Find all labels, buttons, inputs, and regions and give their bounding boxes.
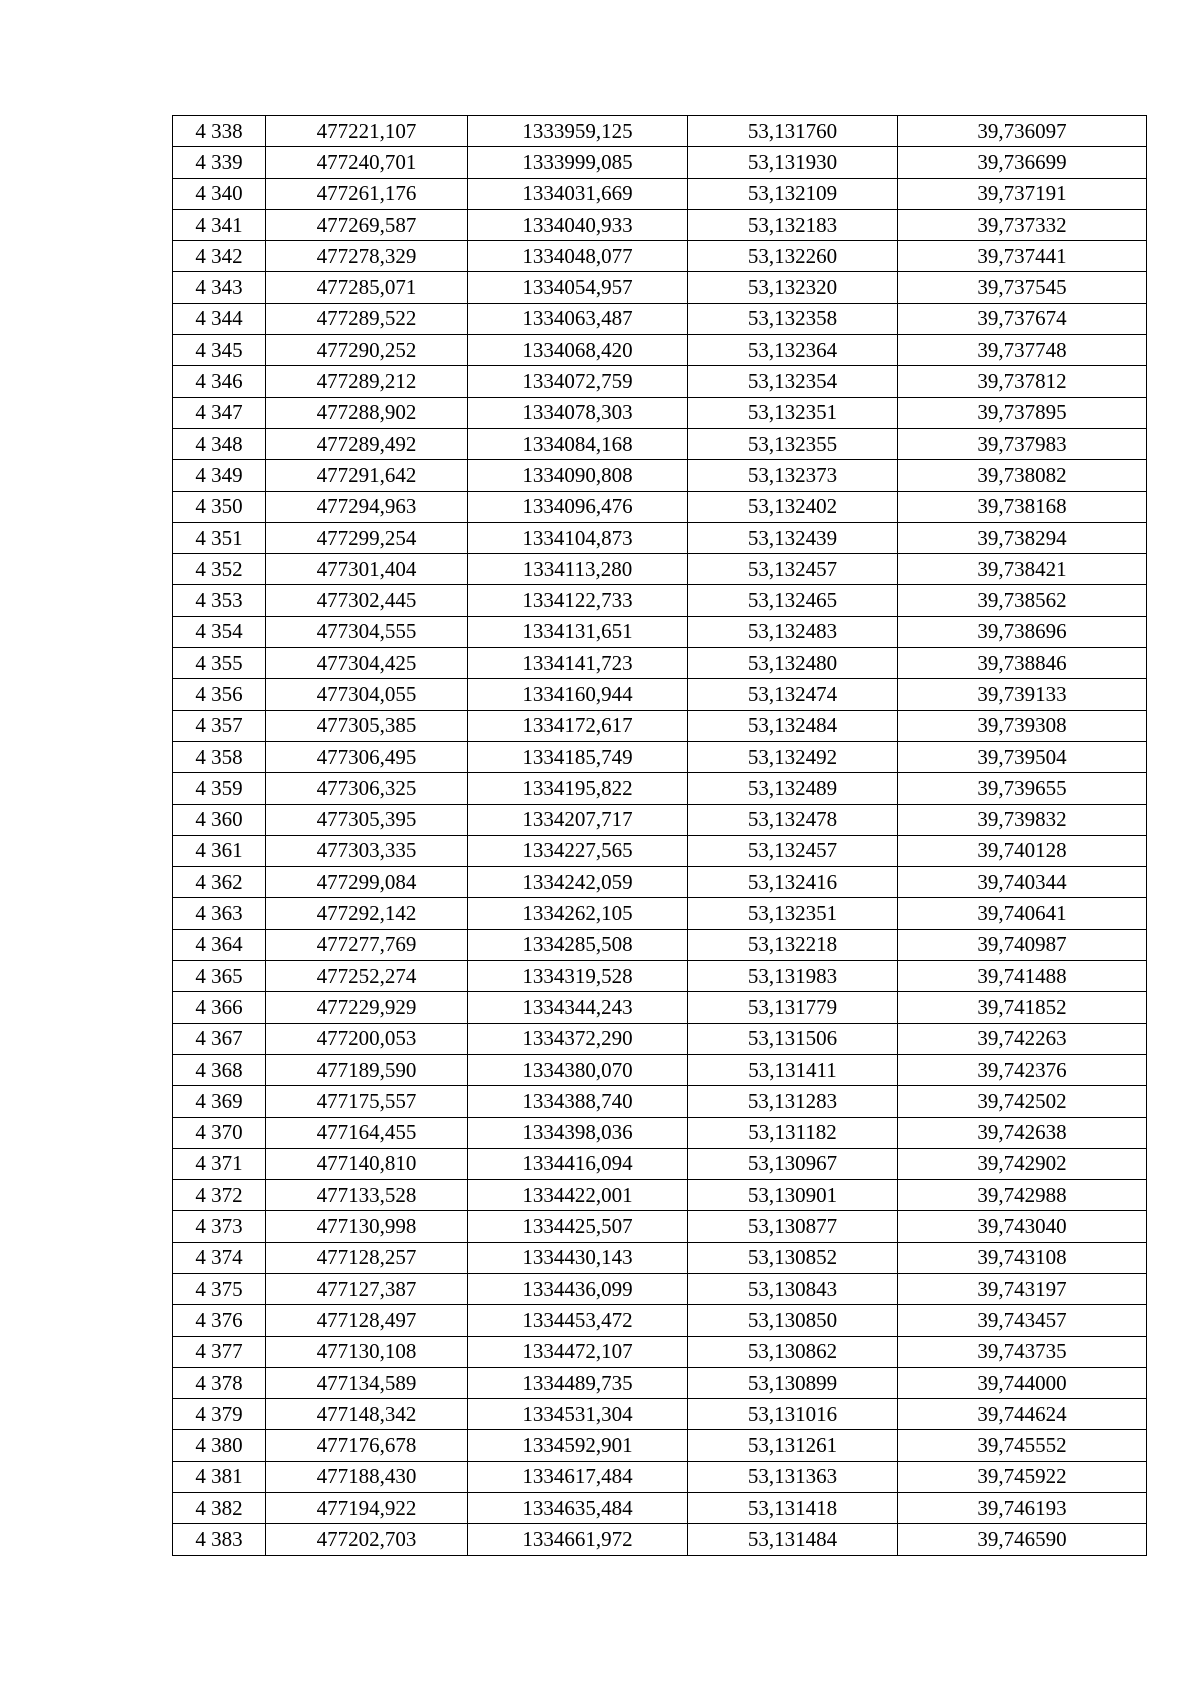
point-number-cell: 4 348 bbox=[173, 428, 266, 459]
x-coordinate-cell: 477148,342 bbox=[266, 1399, 468, 1430]
x-coordinate-cell: 477133,528 bbox=[266, 1180, 468, 1211]
point-number-cell: 4 369 bbox=[173, 1086, 266, 1117]
y-coordinate-cell: 1334489,735 bbox=[468, 1367, 688, 1398]
longitude-cell: 39,739504 bbox=[898, 741, 1147, 772]
point-number-cell: 4 377 bbox=[173, 1336, 266, 1367]
table-row bbox=[173, 1430, 1147, 1461]
latitude-cell: 53,132373 bbox=[688, 460, 898, 491]
x-coordinate-cell: 477277,769 bbox=[266, 929, 468, 960]
latitude-cell: 53,132260 bbox=[688, 241, 898, 272]
x-coordinate-cell: 477303,335 bbox=[266, 835, 468, 866]
longitude-cell: 39,737191 bbox=[898, 178, 1147, 209]
table-row bbox=[173, 1399, 1147, 1430]
y-coordinate-cell: 1334185,749 bbox=[468, 741, 688, 772]
y-coordinate-cell: 1334068,420 bbox=[468, 335, 688, 366]
x-coordinate-cell: 477127,387 bbox=[266, 1273, 468, 1304]
latitude-cell: 53,130967 bbox=[688, 1148, 898, 1179]
point-number-cell: 4 360 bbox=[173, 804, 266, 835]
longitude-cell: 39,743108 bbox=[898, 1242, 1147, 1273]
y-coordinate-cell: 1334207,717 bbox=[468, 804, 688, 835]
x-coordinate-cell: 477240,701 bbox=[266, 147, 468, 178]
table-row bbox=[173, 898, 1147, 929]
x-coordinate-cell: 477221,107 bbox=[266, 116, 468, 147]
longitude-cell: 39,742376 bbox=[898, 1054, 1147, 1085]
y-coordinate-cell: 1334436,099 bbox=[468, 1273, 688, 1304]
latitude-cell: 53,132484 bbox=[688, 710, 898, 741]
y-coordinate-cell: 1334096,476 bbox=[468, 491, 688, 522]
table-row bbox=[173, 428, 1147, 459]
table-row bbox=[173, 648, 1147, 679]
point-number-cell: 4 365 bbox=[173, 961, 266, 992]
coordinates-table bbox=[172, 115, 1147, 1556]
latitude-cell: 53,132320 bbox=[688, 272, 898, 303]
table-row bbox=[173, 1305, 1147, 1336]
table-row bbox=[173, 1242, 1147, 1273]
latitude-cell: 53,131930 bbox=[688, 147, 898, 178]
point-number-cell: 4 350 bbox=[173, 491, 266, 522]
latitude-cell: 53,131983 bbox=[688, 961, 898, 992]
longitude-cell: 39,736699 bbox=[898, 147, 1147, 178]
point-number-cell: 4 341 bbox=[173, 209, 266, 240]
x-coordinate-cell: 477140,810 bbox=[266, 1148, 468, 1179]
x-coordinate-cell: 477301,404 bbox=[266, 554, 468, 585]
latitude-cell: 53,132183 bbox=[688, 209, 898, 240]
point-number-cell: 4 357 bbox=[173, 710, 266, 741]
table-row bbox=[173, 303, 1147, 334]
latitude-cell: 53,130862 bbox=[688, 1336, 898, 1367]
table-row bbox=[173, 554, 1147, 585]
table-row bbox=[173, 679, 1147, 710]
y-coordinate-cell: 1334635,484 bbox=[468, 1493, 688, 1524]
y-coordinate-cell: 1334048,077 bbox=[468, 241, 688, 272]
latitude-cell: 53,131418 bbox=[688, 1493, 898, 1524]
table-row bbox=[173, 522, 1147, 553]
point-number-cell: 4 347 bbox=[173, 397, 266, 428]
x-coordinate-cell: 477289,212 bbox=[266, 366, 468, 397]
latitude-cell: 53,130877 bbox=[688, 1211, 898, 1242]
x-coordinate-cell: 477261,176 bbox=[266, 178, 468, 209]
latitude-cell: 53,132218 bbox=[688, 929, 898, 960]
y-coordinate-cell: 1334425,507 bbox=[468, 1211, 688, 1242]
longitude-cell: 39,738421 bbox=[898, 554, 1147, 585]
latitude-cell: 53,132457 bbox=[688, 554, 898, 585]
x-coordinate-cell: 477291,642 bbox=[266, 460, 468, 491]
longitude-cell: 39,743735 bbox=[898, 1336, 1147, 1367]
longitude-cell: 39,745552 bbox=[898, 1430, 1147, 1461]
longitude-cell: 39,742638 bbox=[898, 1117, 1147, 1148]
point-number-cell: 4 366 bbox=[173, 992, 266, 1023]
latitude-cell: 53,130843 bbox=[688, 1273, 898, 1304]
point-number-cell: 4 368 bbox=[173, 1054, 266, 1085]
longitude-cell: 39,739133 bbox=[898, 679, 1147, 710]
x-coordinate-cell: 477278,329 bbox=[266, 241, 468, 272]
y-coordinate-cell: 1334422,001 bbox=[468, 1180, 688, 1211]
point-number-cell: 4 339 bbox=[173, 147, 266, 178]
latitude-cell: 53,132354 bbox=[688, 366, 898, 397]
latitude-cell: 53,130899 bbox=[688, 1367, 898, 1398]
longitude-cell: 39,739308 bbox=[898, 710, 1147, 741]
longitude-cell: 39,739832 bbox=[898, 804, 1147, 835]
x-coordinate-cell: 477288,902 bbox=[266, 397, 468, 428]
y-coordinate-cell: 1334104,873 bbox=[468, 522, 688, 553]
x-coordinate-cell: 477292,142 bbox=[266, 898, 468, 929]
longitude-cell: 39,737441 bbox=[898, 241, 1147, 272]
x-coordinate-cell: 477306,325 bbox=[266, 773, 468, 804]
point-number-cell: 4 351 bbox=[173, 522, 266, 553]
longitude-cell: 39,746590 bbox=[898, 1524, 1147, 1555]
longitude-cell: 39,740641 bbox=[898, 898, 1147, 929]
y-coordinate-cell: 1334122,733 bbox=[468, 585, 688, 616]
longitude-cell: 39,738294 bbox=[898, 522, 1147, 553]
y-coordinate-cell: 1334344,243 bbox=[468, 992, 688, 1023]
point-number-cell: 4 378 bbox=[173, 1367, 266, 1398]
table-row bbox=[173, 710, 1147, 741]
longitude-cell: 39,737983 bbox=[898, 428, 1147, 459]
y-coordinate-cell: 1334031,669 bbox=[468, 178, 688, 209]
y-coordinate-cell: 1334453,472 bbox=[468, 1305, 688, 1336]
y-coordinate-cell: 1334040,933 bbox=[468, 209, 688, 240]
y-coordinate-cell: 1334661,972 bbox=[468, 1524, 688, 1555]
point-number-cell: 4 375 bbox=[173, 1273, 266, 1304]
point-number-cell: 4 354 bbox=[173, 616, 266, 647]
x-coordinate-cell: 477202,703 bbox=[266, 1524, 468, 1555]
y-coordinate-cell: 1334063,487 bbox=[468, 303, 688, 334]
point-number-cell: 4 376 bbox=[173, 1305, 266, 1336]
point-number-cell: 4 356 bbox=[173, 679, 266, 710]
longitude-cell: 39,736097 bbox=[898, 116, 1147, 147]
point-number-cell: 4 340 bbox=[173, 178, 266, 209]
table-row bbox=[173, 616, 1147, 647]
latitude-cell: 53,132465 bbox=[688, 585, 898, 616]
x-coordinate-cell: 477294,963 bbox=[266, 491, 468, 522]
x-coordinate-cell: 477164,455 bbox=[266, 1117, 468, 1148]
longitude-cell: 39,743040 bbox=[898, 1211, 1147, 1242]
longitude-cell: 39,743197 bbox=[898, 1273, 1147, 1304]
point-number-cell: 4 343 bbox=[173, 272, 266, 303]
latitude-cell: 53,132474 bbox=[688, 679, 898, 710]
y-coordinate-cell: 1334398,036 bbox=[468, 1117, 688, 1148]
table-row bbox=[173, 272, 1147, 303]
x-coordinate-cell: 477229,929 bbox=[266, 992, 468, 1023]
latitude-cell: 53,131779 bbox=[688, 992, 898, 1023]
table-row bbox=[173, 1117, 1147, 1148]
x-coordinate-cell: 477299,254 bbox=[266, 522, 468, 553]
longitude-cell: 39,737674 bbox=[898, 303, 1147, 334]
point-number-cell: 4 367 bbox=[173, 1023, 266, 1054]
point-number-cell: 4 349 bbox=[173, 460, 266, 491]
table-row bbox=[173, 1054, 1147, 1085]
point-number-cell: 4 380 bbox=[173, 1430, 266, 1461]
x-coordinate-cell: 477200,053 bbox=[266, 1023, 468, 1054]
longitude-cell: 39,738696 bbox=[898, 616, 1147, 647]
table-row bbox=[173, 961, 1147, 992]
x-coordinate-cell: 477175,557 bbox=[266, 1086, 468, 1117]
x-coordinate-cell: 477302,445 bbox=[266, 585, 468, 616]
y-coordinate-cell: 1334372,290 bbox=[468, 1023, 688, 1054]
latitude-cell: 53,130850 bbox=[688, 1305, 898, 1336]
longitude-cell: 39,742263 bbox=[898, 1023, 1147, 1054]
y-coordinate-cell: 1334072,759 bbox=[468, 366, 688, 397]
latitude-cell: 53,132358 bbox=[688, 303, 898, 334]
x-coordinate-cell: 477269,587 bbox=[266, 209, 468, 240]
y-coordinate-cell: 1334430,143 bbox=[468, 1242, 688, 1273]
table-row bbox=[173, 1493, 1147, 1524]
y-coordinate-cell: 1334416,094 bbox=[468, 1148, 688, 1179]
longitude-cell: 39,746193 bbox=[898, 1493, 1147, 1524]
latitude-cell: 53,132483 bbox=[688, 616, 898, 647]
point-number-cell: 4 358 bbox=[173, 741, 266, 772]
table-row bbox=[173, 835, 1147, 866]
table-row bbox=[173, 335, 1147, 366]
longitude-cell: 39,741488 bbox=[898, 961, 1147, 992]
longitude-cell: 39,737332 bbox=[898, 209, 1147, 240]
x-coordinate-cell: 477304,555 bbox=[266, 616, 468, 647]
latitude-cell: 53,132478 bbox=[688, 804, 898, 835]
longitude-cell: 39,741852 bbox=[898, 992, 1147, 1023]
latitude-cell: 53,131484 bbox=[688, 1524, 898, 1555]
y-coordinate-cell: 1334592,901 bbox=[468, 1430, 688, 1461]
point-number-cell: 4 361 bbox=[173, 835, 266, 866]
latitude-cell: 53,131760 bbox=[688, 116, 898, 147]
longitude-cell: 39,740987 bbox=[898, 929, 1147, 960]
table-row bbox=[173, 741, 1147, 772]
latitude-cell: 53,131283 bbox=[688, 1086, 898, 1117]
y-coordinate-cell: 1334172,617 bbox=[468, 710, 688, 741]
table-row bbox=[173, 1180, 1147, 1211]
point-number-cell: 4 344 bbox=[173, 303, 266, 334]
table-row bbox=[173, 1367, 1147, 1398]
longitude-cell: 39,739655 bbox=[898, 773, 1147, 804]
latitude-cell: 53,131182 bbox=[688, 1117, 898, 1148]
point-number-cell: 4 359 bbox=[173, 773, 266, 804]
x-coordinate-cell: 477285,071 bbox=[266, 272, 468, 303]
latitude-cell: 53,132351 bbox=[688, 898, 898, 929]
y-coordinate-cell: 1334090,808 bbox=[468, 460, 688, 491]
point-number-cell: 4 382 bbox=[173, 1493, 266, 1524]
latitude-cell: 53,130852 bbox=[688, 1242, 898, 1273]
point-number-cell: 4 353 bbox=[173, 585, 266, 616]
table-row bbox=[173, 366, 1147, 397]
y-coordinate-cell: 1334262,105 bbox=[468, 898, 688, 929]
point-number-cell: 4 372 bbox=[173, 1180, 266, 1211]
longitude-cell: 39,738846 bbox=[898, 648, 1147, 679]
x-coordinate-cell: 477188,430 bbox=[266, 1461, 468, 1492]
latitude-cell: 53,132457 bbox=[688, 835, 898, 866]
table-row bbox=[173, 1524, 1147, 1555]
latitude-cell: 53,132351 bbox=[688, 397, 898, 428]
y-coordinate-cell: 1333959,125 bbox=[468, 116, 688, 147]
latitude-cell: 53,131506 bbox=[688, 1023, 898, 1054]
longitude-cell: 39,742902 bbox=[898, 1148, 1147, 1179]
table-row bbox=[173, 1148, 1147, 1179]
point-number-cell: 4 355 bbox=[173, 648, 266, 679]
latitude-cell: 53,132416 bbox=[688, 867, 898, 898]
y-coordinate-cell: 1334160,944 bbox=[468, 679, 688, 710]
y-coordinate-cell: 1334131,651 bbox=[468, 616, 688, 647]
table-row bbox=[173, 1461, 1147, 1492]
x-coordinate-cell: 477299,084 bbox=[266, 867, 468, 898]
table-row bbox=[173, 1211, 1147, 1242]
y-coordinate-cell: 1334617,484 bbox=[468, 1461, 688, 1492]
point-number-cell: 4 371 bbox=[173, 1148, 266, 1179]
latitude-cell: 53,132109 bbox=[688, 178, 898, 209]
x-coordinate-cell: 477306,495 bbox=[266, 741, 468, 772]
table-row bbox=[173, 178, 1147, 209]
table-row bbox=[173, 1086, 1147, 1117]
point-number-cell: 4 383 bbox=[173, 1524, 266, 1555]
y-coordinate-cell: 1333999,085 bbox=[468, 147, 688, 178]
longitude-cell: 39,737812 bbox=[898, 366, 1147, 397]
table-row bbox=[173, 585, 1147, 616]
y-coordinate-cell: 1334113,280 bbox=[468, 554, 688, 585]
longitude-cell: 39,742988 bbox=[898, 1180, 1147, 1211]
y-coordinate-cell: 1334380,070 bbox=[468, 1054, 688, 1085]
longitude-cell: 39,744624 bbox=[898, 1399, 1147, 1430]
x-coordinate-cell: 477130,998 bbox=[266, 1211, 468, 1242]
latitude-cell: 53,131016 bbox=[688, 1399, 898, 1430]
longitude-cell: 39,740344 bbox=[898, 867, 1147, 898]
y-coordinate-cell: 1334195,822 bbox=[468, 773, 688, 804]
longitude-cell: 39,745922 bbox=[898, 1461, 1147, 1492]
longitude-cell: 39,742502 bbox=[898, 1086, 1147, 1117]
latitude-cell: 53,130901 bbox=[688, 1180, 898, 1211]
point-number-cell: 4 381 bbox=[173, 1461, 266, 1492]
table-row bbox=[173, 116, 1147, 147]
x-coordinate-cell: 477289,522 bbox=[266, 303, 468, 334]
coordinates-table-body bbox=[173, 116, 1147, 1556]
table-row bbox=[173, 1023, 1147, 1054]
y-coordinate-cell: 1334084,168 bbox=[468, 428, 688, 459]
latitude-cell: 53,132439 bbox=[688, 522, 898, 553]
table-row bbox=[173, 1273, 1147, 1304]
latitude-cell: 53,132355 bbox=[688, 428, 898, 459]
point-number-cell: 4 345 bbox=[173, 335, 266, 366]
point-number-cell: 4 370 bbox=[173, 1117, 266, 1148]
latitude-cell: 53,132492 bbox=[688, 741, 898, 772]
y-coordinate-cell: 1334078,303 bbox=[468, 397, 688, 428]
x-coordinate-cell: 477305,395 bbox=[266, 804, 468, 835]
longitude-cell: 39,738562 bbox=[898, 585, 1147, 616]
x-coordinate-cell: 477128,257 bbox=[266, 1242, 468, 1273]
longitude-cell: 39,738168 bbox=[898, 491, 1147, 522]
table-row bbox=[173, 1336, 1147, 1367]
y-coordinate-cell: 1334319,528 bbox=[468, 961, 688, 992]
x-coordinate-cell: 477305,385 bbox=[266, 710, 468, 741]
point-number-cell: 4 352 bbox=[173, 554, 266, 585]
y-coordinate-cell: 1334285,508 bbox=[468, 929, 688, 960]
point-number-cell: 4 342 bbox=[173, 241, 266, 272]
y-coordinate-cell: 1334054,957 bbox=[468, 272, 688, 303]
y-coordinate-cell: 1334242,059 bbox=[468, 867, 688, 898]
x-coordinate-cell: 477130,108 bbox=[266, 1336, 468, 1367]
point-number-cell: 4 373 bbox=[173, 1211, 266, 1242]
x-coordinate-cell: 477134,589 bbox=[266, 1367, 468, 1398]
table-row bbox=[173, 804, 1147, 835]
y-coordinate-cell: 1334531,304 bbox=[468, 1399, 688, 1430]
x-coordinate-cell: 477176,678 bbox=[266, 1430, 468, 1461]
longitude-cell: 39,744000 bbox=[898, 1367, 1147, 1398]
latitude-cell: 53,131411 bbox=[688, 1054, 898, 1085]
table-row bbox=[173, 397, 1147, 428]
table-row bbox=[173, 992, 1147, 1023]
x-coordinate-cell: 477189,590 bbox=[266, 1054, 468, 1085]
x-coordinate-cell: 477252,274 bbox=[266, 961, 468, 992]
table-row bbox=[173, 241, 1147, 272]
x-coordinate-cell: 477290,252 bbox=[266, 335, 468, 366]
point-number-cell: 4 338 bbox=[173, 116, 266, 147]
longitude-cell: 39,743457 bbox=[898, 1305, 1147, 1336]
point-number-cell: 4 362 bbox=[173, 867, 266, 898]
longitude-cell: 39,738082 bbox=[898, 460, 1147, 491]
longitude-cell: 39,740128 bbox=[898, 835, 1147, 866]
point-number-cell: 4 379 bbox=[173, 1399, 266, 1430]
latitude-cell: 53,132480 bbox=[688, 648, 898, 679]
latitude-cell: 53,132489 bbox=[688, 773, 898, 804]
x-coordinate-cell: 477304,425 bbox=[266, 648, 468, 679]
longitude-cell: 39,737748 bbox=[898, 335, 1147, 366]
point-number-cell: 4 374 bbox=[173, 1242, 266, 1273]
table-row bbox=[173, 491, 1147, 522]
y-coordinate-cell: 1334227,565 bbox=[468, 835, 688, 866]
table-row bbox=[173, 460, 1147, 491]
point-number-cell: 4 346 bbox=[173, 366, 266, 397]
x-coordinate-cell: 477128,497 bbox=[266, 1305, 468, 1336]
latitude-cell: 53,132364 bbox=[688, 335, 898, 366]
longitude-cell: 39,737545 bbox=[898, 272, 1147, 303]
table-row bbox=[173, 867, 1147, 898]
y-coordinate-cell: 1334141,723 bbox=[468, 648, 688, 679]
table-row bbox=[173, 147, 1147, 178]
x-coordinate-cell: 477304,055 bbox=[266, 679, 468, 710]
latitude-cell: 53,131363 bbox=[688, 1461, 898, 1492]
point-number-cell: 4 364 bbox=[173, 929, 266, 960]
latitude-cell: 53,131261 bbox=[688, 1430, 898, 1461]
table-row bbox=[173, 209, 1147, 240]
table-row bbox=[173, 773, 1147, 804]
y-coordinate-cell: 1334388,740 bbox=[468, 1086, 688, 1117]
y-coordinate-cell: 1334472,107 bbox=[468, 1336, 688, 1367]
longitude-cell: 39,737895 bbox=[898, 397, 1147, 428]
table-row bbox=[173, 929, 1147, 960]
point-number-cell: 4 363 bbox=[173, 898, 266, 929]
x-coordinate-cell: 477194,922 bbox=[266, 1493, 468, 1524]
x-coordinate-cell: 477289,492 bbox=[266, 428, 468, 459]
latitude-cell: 53,132402 bbox=[688, 491, 898, 522]
